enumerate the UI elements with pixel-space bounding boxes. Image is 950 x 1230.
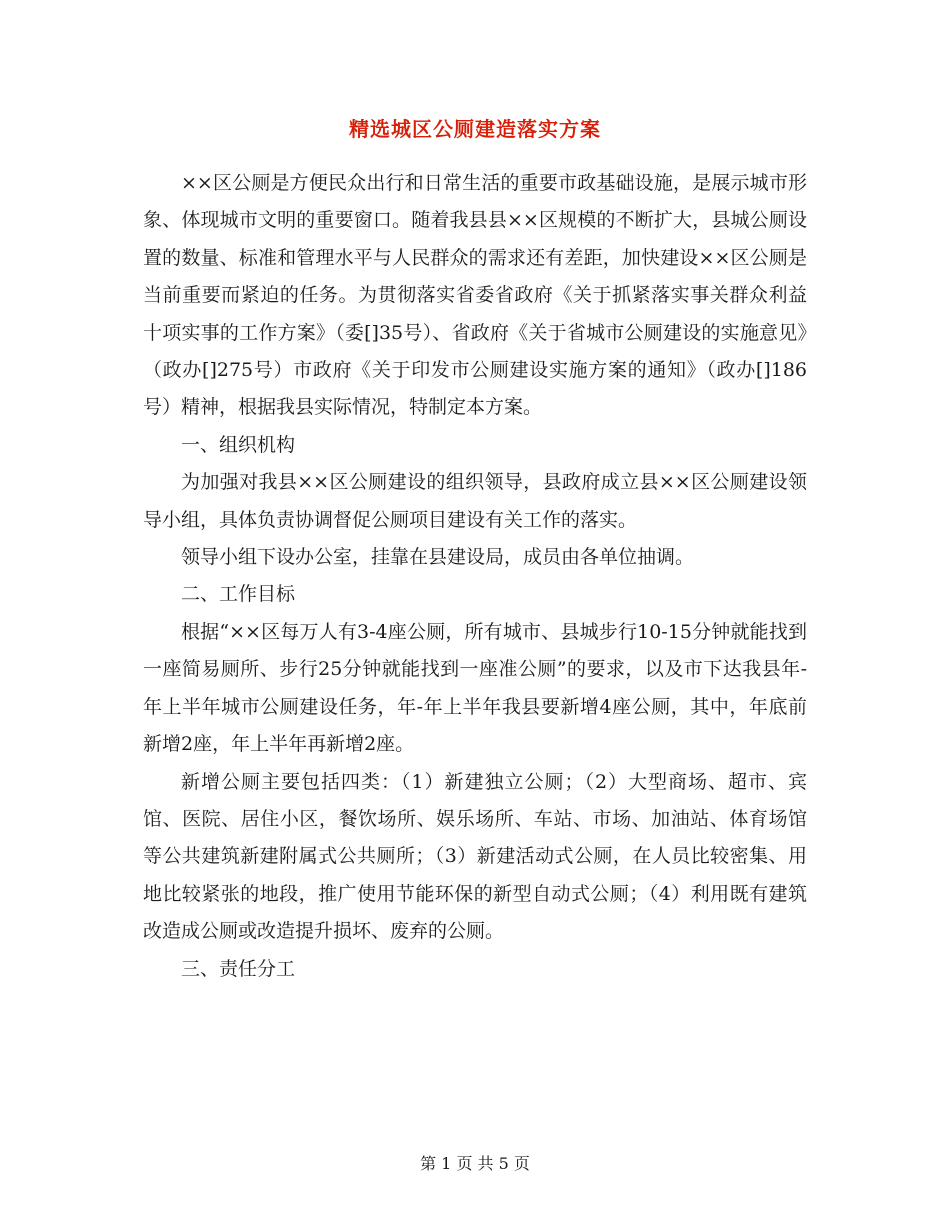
paragraph-organization: 为加强对我县××区公厕建设的组织领导，县政府成立县××区公厕建设领导小组，具体负责协调督促公厕项目建设有关工作的落实。 xyxy=(143,471,807,531)
document-title: 精选城区公厕建造落实方案 xyxy=(349,117,601,141)
paragraph-goals: 根据“××区每万人有3-4座公厕，所有城市、县城步行10-15分钟就能找到一座简易厕所、步行25分钟就能找到一座准公厕”的要求，以及市下达我县年-年上半年城市公厕建设任务，年-年上半年我县要新增4座公厕，其中，年底前新增2座，年上半年再新增2座。 xyxy=(143,620,807,756)
page-footer: 第 1 页 共 5 页 xyxy=(420,1154,530,1173)
section-heading-responsibilities: 三、责任分工 xyxy=(181,957,296,980)
paragraph-categories: 新增公厕主要包括四类：（1）新建独立公厕；（2）大型商场、超市、宾馆、医院、居住小区，餐饮场所、娱乐场所、车站、市场、加油站、体育场馆等公共建筑新建附属式公共厕所；（3）新建活动式公厕，在人员比较密集、用地比较紧张的地段，推广使用节能环保的新型自动式公厕；（4）利用既有建筑改造成公厕或改造提升损坏、废弃的公厕。 xyxy=(143,770,807,943)
paragraph-office: 领导小组下设办公室，挂靠在县建设局，成员由各单位抽调。 xyxy=(181,546,695,569)
section-heading-goals: 二、工作目标 xyxy=(181,583,296,606)
section-heading-organization: 一、组织机构 xyxy=(181,433,296,456)
document-body xyxy=(143,165,807,988)
paragraph-intro: ××区公厕是方便民众出行和日常生活的重要市政基础设施，是展示城市形象、体现城市文明的重要窗口。随着我县县××区规模的不断扩大，县城公厕设置的数量、标准和管理水平与人民群众的需求还有差距，加快建设××区公厕是当前重要而紧迫的任务。为贯彻落实省委省政府《关于抓紧落实事关群众利益十项实事的工作方案》（委[]35号）、省政府《关于省城市公厕建设的实施意见》（政办[]275号）市政府《关于印发市公厕建设实施方案的通知》（政办[]186号）精神，根据我县实际情况，特制定本方案。 xyxy=(143,172,807,419)
